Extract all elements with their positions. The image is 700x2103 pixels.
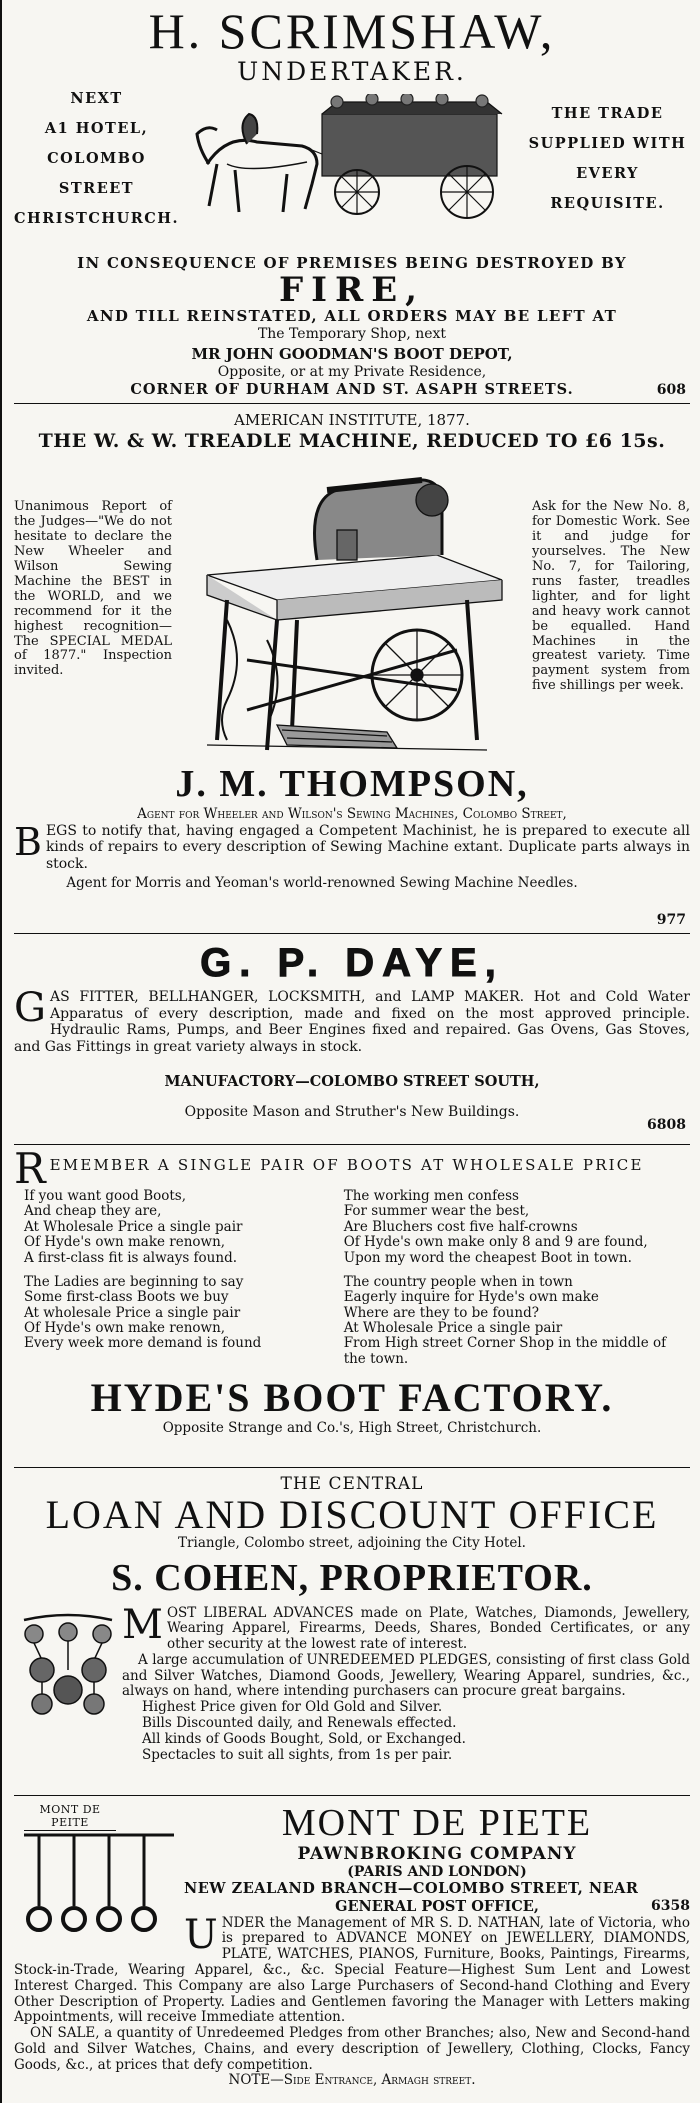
opposite-line: Opposite Mason and Struther's New Buildings. [184,1104,520,1121]
machine-section [14,460,690,760]
scrimshaw-trade: UNDERTAKER. [237,57,467,86]
institute-line: AMERICAN INSTITUTE, 1877. [234,411,470,429]
scrimshaw-name: H. SCRIMSHAW, [148,3,556,59]
agent-line: Agent for Wheeler and Wilson's Sewing Machines, Colombo Street, [137,805,567,822]
needles-line: Agent for Morris and Yeoman's world-renowned Sewing Machine Needles. [66,875,578,892]
verse-line: If you want good Boots, [24,1188,187,1204]
trade-line: REQUISITE. [550,194,665,212]
stanza [24,1275,344,1352]
mont-para: ON SALE, a quantity of Unredeemed Pledges from other Branches; also, New and Second-hand Gold and Silver Watches, Chains, and every description of Jewellery, Clothing, Clocks, Fancy Goods, &c., at prices that defy competition. [14,2025,690,2073]
cohen-para: A large accumulation of UNREDEEMED PLEDGES, consisting of first class Gold and Silver Watches, Diamond Goods, Jewellery, Wearing Apparel, sundries, &c., always on hand, where intending purchasers can procure great bargains. [122,1651,690,1700]
verse-line: At Wholesale Price a single pair [24,1218,243,1235]
sewing-machine-engraving [187,460,517,760]
pawn-sign [14,1804,184,1946]
scrimshaw-trade-block [525,99,690,219]
notice-line: Opposite, or at my Private Residence, [217,364,487,381]
drop-cap: U [184,1911,218,1958]
thompson-advertisement [14,412,690,934]
ad-number: 6358 [651,1897,690,1914]
daye-body [14,985,690,1055]
verse-right-column [344,1189,690,1376]
note-row [14,2073,690,2089]
verse-left-column [24,1189,344,1376]
verse-line: At Wholesale Price a single pair [343,1320,563,1336]
ad-number: 608 [656,382,686,399]
mont-paren: (PARIS AND LONDON) [347,1863,527,1880]
hearse-engraving [187,94,517,224]
verse-line: Of Hyde's own make renown, [24,1320,226,1336]
po-row [184,1898,690,1915]
cohen-line: Spectacles to suit all sights, from 1s per pair. [142,1746,453,1763]
verse-line: Some first-class Boots we buy [24,1289,229,1306]
hanging-balls-icon [14,1831,184,1941]
daye-advertisement [14,940,690,1145]
manufactory-line: MANUFACTORY—COLOMBO STREET SOUTH, [164,1073,540,1091]
cohen-list [122,1700,690,1763]
notice-line: CORNER OF DURHAM AND ST. ASAPH STREETS. [130,380,574,398]
verse-line: And cheap they are, [24,1203,162,1220]
drop-cap: B [14,819,42,864]
verse-line: Eagerly inquire for Hyde's own make [343,1289,599,1306]
verse-line: A first-class fit is always found. [24,1249,238,1266]
ad-number: 6808 [647,1117,686,1134]
notice-line: AND TILL REINSTATED, ALL ORDERS MAY BE LEFT AT [86,307,618,326]
hyde-title: HYDE'S BOOT FACTORY. [90,1375,614,1421]
scrimshaw-header-row [14,89,690,227]
verse-line: Of Hyde's own make renown, [24,1234,226,1251]
cohen-advertisement [14,1474,690,1796]
mont-note: NOTE—Side Entrance, Armagh street. [228,2072,476,2089]
verse-line: Of Hyde's own make only 8 and 9 are found, [343,1234,648,1251]
hyde-heading [14,1144,690,1193]
notice-line: IN CONSEQUENCE OF PREMISES BEING DESTROYED BY [77,253,627,272]
drop-cap: M [122,1601,163,1648]
notice-line: MR JOHN GOODMAN'S BOOT DEPOT, [191,345,513,364]
verse-line: The country people when in town [343,1273,573,1290]
daye-body-text: AS FITTER, BELLHANGER, LOCKSMITH, and LAMP MAKER. Hot and Cold Water Apparatus of every description, made and fixed on the most approved principle. Hydraulic Rams, Pumps, and Beer Engines fixed and repaired. Gas Ovens, Gas Stoves, and Gas Fittings in great variety always in stock. [14,989,690,1055]
pawn-balls-icon [14,1612,122,1724]
cohen-line: Bills Discounted daily, and Renewals effected. [142,1715,457,1732]
mont-para-text: NDER the Management of MR S. D. NATHAN, late of Victoria, who is prepared to ADVANCE MONEY on JEWELLERY, DIAMONDS, PLATE, WATCHES, PIANOS, Furniture, Books, Paintings, Firearms, Stock-in-Trade, Wearing Apparel, &c., &c. Special Feature—Highest Sum Lent and Lowest Interest Charged. This Company are also Large Purchasers of Second-hand Clothing and Every Other Description of Property. Ladies and Gentlemen favoring the Manager with Letters making Appointments, will receive Immediate attention. [14,1914,690,2026]
cohen-body-section [14,1601,690,1764]
cohen-address: Triangle, Colombo street, adjoining the City Hotel. [178,1535,526,1552]
stanza [24,1189,344,1266]
scrimshaw-advertisement [14,0,690,404]
verse-line: Every week more demand is found [24,1335,262,1352]
verse-line: The working men confess [343,1188,519,1204]
hyde-address: Opposite Strange and Co.'s, High Street, Christchurch. [162,1420,542,1437]
verse-line: At wholesale Price a single pair [24,1304,241,1321]
cohen-body [122,1601,690,1764]
ad-number: 977 [656,912,686,929]
cohen-proprietor: S. COHEN, PROPRIETOR. [111,1556,593,1599]
verse-line: The Ladies are beginning to say [24,1273,244,1290]
trade-line: THE TRADE [551,104,664,122]
verse-line: For summer wear the best, [343,1203,530,1220]
fire-heading: FIRE, [278,270,426,311]
stanza [344,1189,690,1266]
mont-subtitle: PAWNBROKING COMPANY [297,1843,577,1864]
thompson-body-text: EGS to notify that, having engaged a Competent Machinist, he is prepared to execute all kinds of repairs to every description of Sewing Machine extant. Duplicate parts always in stock. [45,822,690,872]
mont-branch: NEW ZEALAND BRANCH—COLOMBO STREET, NEAR [184,1880,639,1898]
new-machines-info: Ask for the New No. 8, for Domestic Work. See it and judge for yourselves. The New No. 7, for Tailoring, runs faster, treadles lighter, and for light and heavy work cannot be equalled. Hand Machines in the greatest variety. Time payment system from five shillings per week. [532,499,690,694]
loan-office-title: LOAN AND DISCOUNT OFFICE [45,1492,659,1538]
sign-label: MONT DE PEITE [24,1804,116,1831]
verse-line: Upon my word the cheapest Boot in town. [343,1249,632,1266]
verse-line: From High street Corner Shop in the middle of the town. [343,1335,667,1367]
address-line: A1 HOTEL, [44,119,149,137]
hyde-heading-text: EMEMBER A SINGLE PAIR OF BOOTS AT WHOLESALE PRICE [49,1156,644,1174]
drop-cap: G [14,985,46,1032]
drop-cap: R [14,1144,46,1193]
address-line: COLOMBO STREET [47,149,146,197]
treadle-price-line: THE W. & W. TREADLE MACHINE, REDUCED TO £6 15s. [38,429,666,452]
mont-de-piete-advertisement [14,1804,690,2089]
trade-line: EVERY [576,164,639,182]
thompson-name: J. M. THOMPSON, [175,763,529,806]
mont-po: GENERAL POST OFFICE, [335,1897,539,1915]
address-line: NEXT [70,89,123,107]
verse-line: Are Bluchers cost five half-crowns [343,1218,578,1235]
cohen-para [122,1601,690,1653]
cohen-para-text: OST LIBERAL ADVANCES made on Plate, Watches, Diamonds, Jewellery, Wearing Apparel, Firearms, Deeds, Shares, Bonded Certificates, or any other security at the lowest rate of interest. [166,1604,690,1653]
cohen-line: All kinds of Goods Bought, Sold, or Exchanged. [142,1730,466,1747]
address-line: CHRISTCHURCH. [14,209,180,227]
mont-title: MONT DE PIETE [281,1802,593,1844]
scrimshaw-address-block [14,84,179,234]
trade-line: SUPPLIED WITH [528,134,687,152]
stanza [344,1275,690,1367]
verse-line: Where are they to be found? [343,1304,539,1321]
judges-report: Unanimous Report of the Judges—"We do not hesitate to declare the New Wheeler and Wilson Sewing Machine the BEST in the WORLD, and we recommend for it the highest recognition—The SPECIAL MEDAL of 1877." Inspection invited. [14,499,172,679]
notice-line: The Temporary Shop, next [257,325,447,342]
the-central: THE CENTRAL [280,1474,424,1494]
boot-verse [14,1189,690,1376]
hyde-advertisement [14,1144,690,1468]
daye-name: G. P. DAYE, [200,941,504,985]
thompson-body [14,819,690,873]
cohen-line: Highest Price given for Old Gold and Silver. [142,1699,443,1716]
